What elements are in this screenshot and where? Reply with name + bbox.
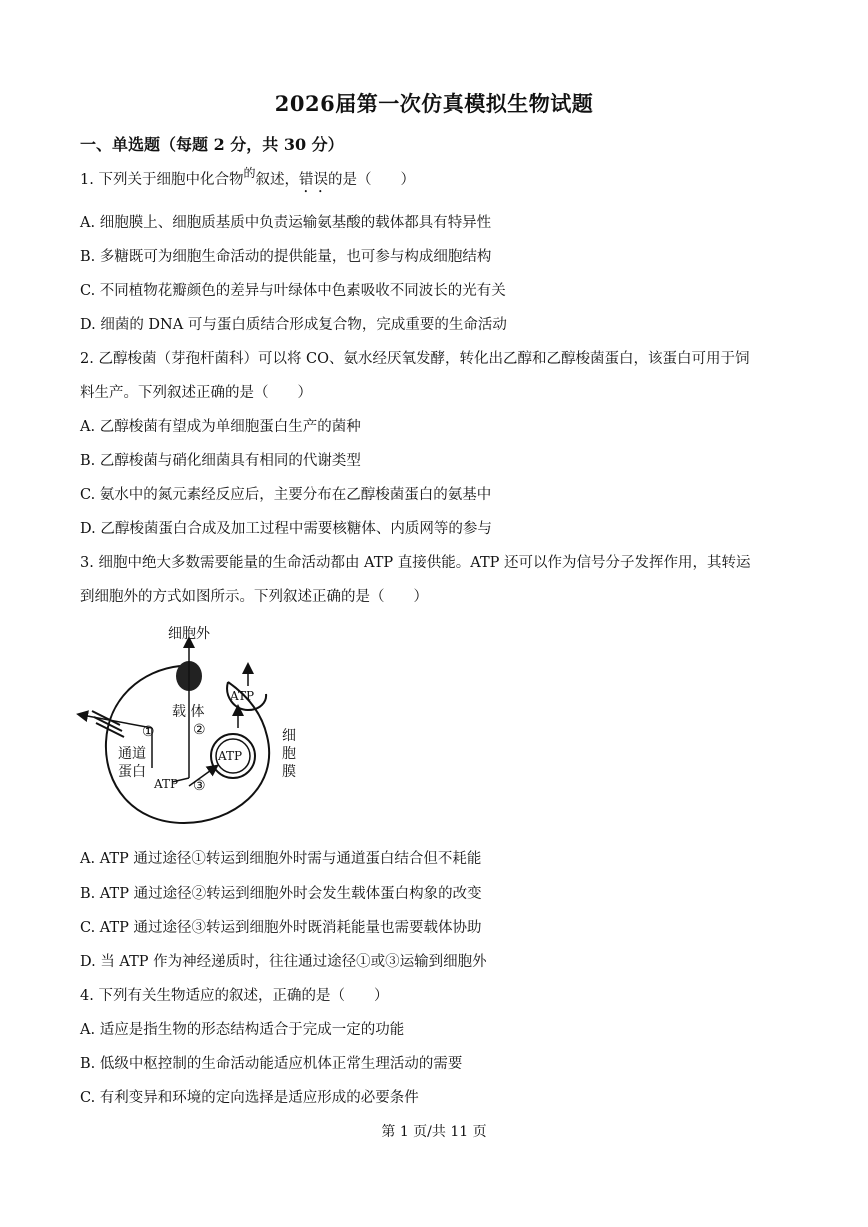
label-membrane-3: 膜 bbox=[282, 764, 296, 780]
label-outside: 细胞外 bbox=[168, 626, 210, 642]
label-membrane-2: 胞 bbox=[282, 746, 296, 762]
q4-option-b: B. 低级中枢控制的生命活动能适应机体正常生理活动的需要 bbox=[80, 1056, 463, 1072]
label-atp-cytoplasm: ATP bbox=[154, 777, 179, 791]
section-heading: 一、单选题（每题 2 分，共 30 分） bbox=[80, 135, 344, 154]
q1-stem-sup: 的 bbox=[243, 166, 256, 180]
q4-stem: 4. 下列有关生物适应的叙述，正确的是（ ） bbox=[80, 988, 389, 1004]
q3-stem-line2: 到细胞外的方式如图所示。下列叙述正确的是（ ） bbox=[80, 589, 428, 605]
q2-stem-line2: 料生产。下列叙述正确的是（ ） bbox=[80, 385, 312, 401]
label-channel-2: 蛋白 bbox=[118, 764, 146, 780]
label-membrane-1: 细 bbox=[282, 728, 296, 744]
page-title: 2026届第一次仿真模拟生物试题 bbox=[274, 91, 594, 116]
q2-option-c: C. 氨水中的氮元素经反应后，主要分布在乙醇梭菌蛋白的氨基中 bbox=[80, 487, 492, 503]
page-footer: 第 1 页/共 11 页 bbox=[381, 1124, 487, 1140]
q1-option-a: A. 细胞膜上、细胞质基质中负责运输氨基酸的载体都具有特异性 bbox=[80, 215, 492, 231]
atp-transport-diagram bbox=[72, 618, 312, 836]
q1-stem-c: 的是（ ） bbox=[327, 172, 415, 188]
label-channel-1: 通道 bbox=[118, 746, 146, 762]
q3-option-c: C. ATP 通过途径③转运到细胞外时既消耗能量也需要载体协助 bbox=[80, 920, 482, 936]
q1-stem-emphasis: 错误 bbox=[298, 172, 328, 188]
label-atp-vesicle: ATP bbox=[218, 749, 243, 763]
q3-option-a: A. ATP 通过途径①转运到细胞外时需与通道蛋白结合但不耗能 bbox=[80, 851, 482, 867]
q2-option-b: B. 乙醇梭菌与硝化细菌具有相同的代谢类型 bbox=[80, 453, 361, 469]
q3-option-d: D. 当 ATP 作为神经递质时，往往通过途径①或③运输到细胞外 bbox=[80, 954, 487, 970]
q1-stem bbox=[80, 166, 415, 196]
q1-stem-a: 1. 下列关于细胞中化合物 bbox=[80, 172, 244, 188]
q2-option-d: D. 乙醇梭菌蛋白合成及加工过程中需要核糖体、内质网等的参与 bbox=[80, 521, 492, 537]
q1-stem-b: 叙述， bbox=[255, 172, 299, 188]
label-path3: ③ bbox=[193, 778, 206, 794]
q1-option-d: D. 细菌的 DNA 可与蛋白质结合形成复合物，完成重要的生命活动 bbox=[80, 317, 507, 333]
label-atp-released: ATP bbox=[230, 689, 255, 703]
label-path2: ② bbox=[193, 722, 206, 738]
label-carrier: 载 体 bbox=[172, 704, 205, 720]
channel-protein bbox=[92, 711, 124, 737]
q2-option-a: A. 乙醇梭菌有望成为单细胞蛋白生产的菌种 bbox=[80, 419, 361, 435]
q2-stem-line1: 2. 乙醇梭菌（芽孢杆菌科）可以将 CO、氨水经厌氧发酵，转化出乙醇和乙醇梭菌蛋白，该蛋白可用于饲 bbox=[80, 351, 750, 367]
q1-option-b: B. 多糖既可为细胞生命活动的提供能量，也可参与构成细胞结构 bbox=[80, 249, 492, 265]
q3-option-b: B. ATP 通过途径②转运到细胞外时会发生载体蛋白构象的改变 bbox=[80, 886, 482, 902]
q4-option-a: A. 适应是指生物的形态结构适合于完成一定的功能 bbox=[80, 1022, 405, 1038]
label-path1: ① bbox=[142, 724, 155, 740]
q3-stem-line1: 3. 细胞中绝大多数需要能量的生命活动都由 ATP 直接供能。ATP 还可以作为信号分子发挥作用，其转运 bbox=[80, 555, 751, 571]
q4-option-c: C. 有利变异和环境的定向选择是适应形成的必要条件 bbox=[80, 1090, 419, 1106]
q1-option-c: C. 不同植物花瓣颜色的差异与叶绿体中色素吸收不同波长的光有关 bbox=[80, 283, 506, 299]
